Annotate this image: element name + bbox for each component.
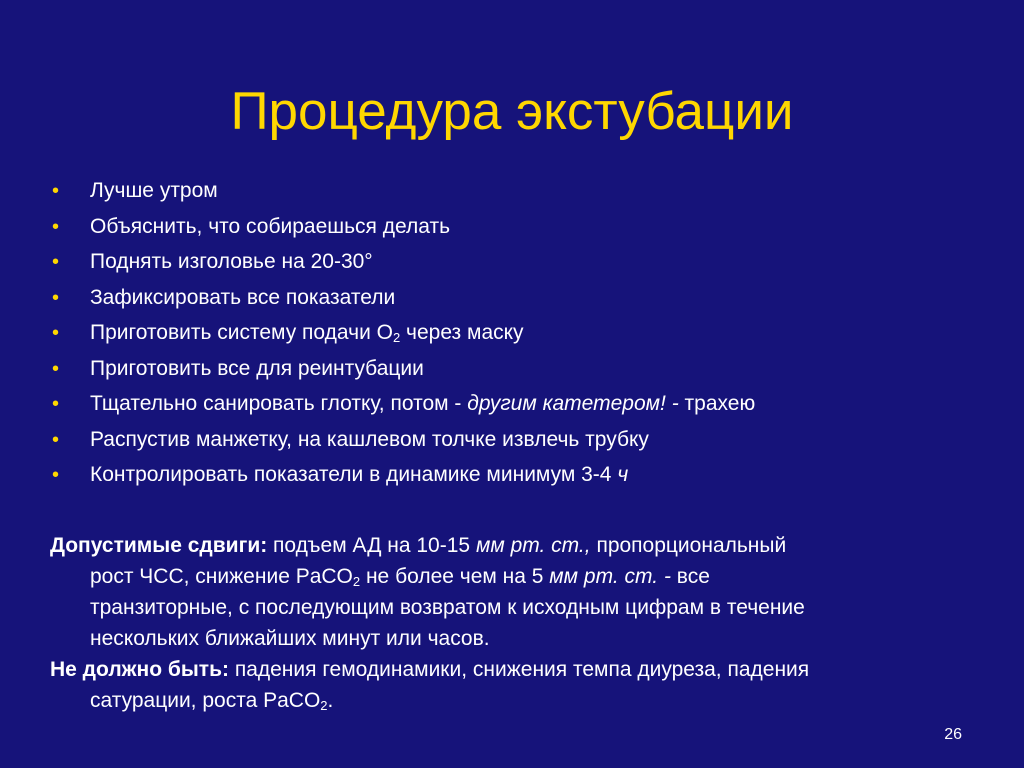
bullet-text	[90, 388, 755, 420]
bullet-icon: •	[52, 251, 60, 273]
subscript: 2	[352, 574, 361, 589]
bullet-text: Зафиксировать все показатели	[90, 285, 396, 309]
bullet-text: Поднять изголовье на 20-30°	[90, 250, 373, 273]
bullet-text-part: трахею	[684, 392, 756, 415]
text-part: пропорциональный	[590, 534, 787, 557]
bullet-icon: •	[52, 322, 60, 344]
text-part: подъем АД на 10-15	[267, 534, 476, 557]
bullet-text	[90, 317, 524, 349]
bullet-text-italic: ч	[617, 463, 629, 486]
bullet-icon: •	[52, 393, 60, 415]
bullet-icon: •	[52, 428, 60, 451]
bullet-text-part: Контролировать показатели в динамике минимум 3-4	[90, 463, 618, 486]
subscript: 2	[392, 330, 401, 345]
paragraph-line: транзиторные, с последующим возвратом к исходным цифрам в течение	[90, 596, 805, 619]
paragraph-line	[50, 654, 990, 685]
bullet-text: Объяснить, что собираешься делать	[90, 214, 451, 238]
must-not-label: Не должно быть:	[50, 658, 229, 681]
text-italic: мм рт. ст. -	[549, 565, 671, 588]
bullet-text-part: Приготовить систему подачи O	[90, 321, 393, 344]
text-part: падения гемодинамики, снижения темпа диуреза, падения	[228, 658, 810, 681]
paragraph-line	[50, 561, 990, 592]
bullet-text	[90, 459, 628, 491]
must-not-paragraph	[50, 654, 990, 716]
bullet-icon: •	[52, 215, 60, 238]
bullet-icon: •	[52, 286, 60, 309]
slide-title: Процедура экстубации	[230, 82, 794, 141]
text-part: рост ЧСС, снижение PaCO	[90, 565, 353, 588]
bullet-text-part: через маску	[400, 321, 524, 344]
text-italic: мм рт. ст.,	[475, 534, 591, 557]
bullet-icon: •	[52, 464, 60, 486]
bullet-text-italic: другим катетером! -	[467, 392, 685, 415]
bullet-text: Распустив манжетку, на кашлевом толчке извлечь трубку	[90, 427, 649, 451]
bullet-text: Лучше утром	[90, 179, 218, 202]
text-part: не более чем на 5	[360, 565, 550, 588]
text-part: все	[670, 565, 710, 588]
text-part: сатурации, роста PaCO	[90, 689, 321, 712]
allowed-shifts-paragraph	[50, 530, 990, 654]
allowed-shifts-label: Допустимые сдвиги:	[50, 534, 268, 557]
paragraph-line	[50, 685, 990, 716]
paragraph-line	[50, 530, 990, 561]
paragraph-line: нескольких ближайших минут или часов.	[90, 627, 490, 650]
bullet-text: Приготовить все для реинтубации	[90, 356, 424, 380]
text-part: .	[327, 689, 334, 712]
bullet-icon: •	[52, 180, 60, 202]
subscript: 2	[320, 698, 328, 713]
page-number: 26	[944, 726, 962, 743]
bullet-text-part: Тщательно санировать глотку, потом -	[90, 392, 468, 415]
bullet-icon: •	[52, 357, 60, 380]
